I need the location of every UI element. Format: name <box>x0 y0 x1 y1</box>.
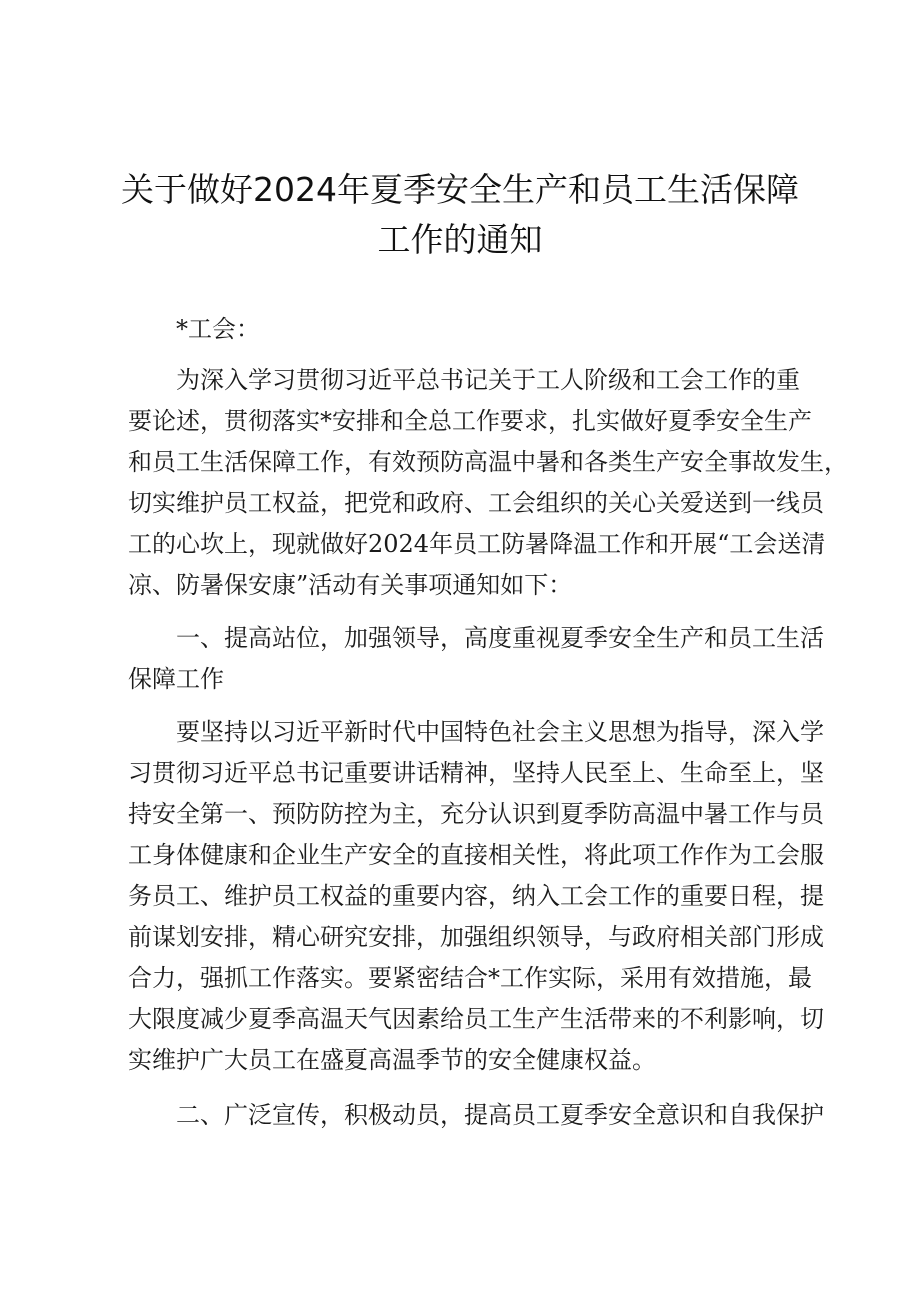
paragraph-1-line-6: 凉、防暑保安康”活动有关事项通知如下： <box>128 571 573 599</box>
section-2-heading-line-1: 二、广泛宣传，积极动员，提高员工夏季安全意识和自我保护 <box>176 1101 824 1129</box>
paragraph-2-line-6: 前谋划安排，精心研究安排，加强组织领导，与政府相关部门形成 <box>128 923 824 951</box>
paragraph-2-line-7: 合力，强抓工作落实。要紧密结合*工作实际，采用有效措施，最 <box>128 964 812 992</box>
paragraph-2-line-3: 持安全第一、预防防控为主，充分认识到夏季防高温中暑工作与员 <box>128 800 824 828</box>
paragraph-1-line-3: 和员工生活保障工作，有效预防高温中暑和各类生产安全事故发生， <box>128 448 848 476</box>
paragraph-1-line-2: 要论述，贯彻落实*安排和全总工作要求，扎实做好夏季安全生产 <box>128 407 812 435</box>
paragraph-2-line-1: 要坚持以习近平新时代中国特色社会主义思想为指导，深入学 <box>176 718 824 746</box>
paragraph-2-line-4: 工身体健康和企业生产安全的直接相关性，将此项工作作为工会服 <box>128 841 824 869</box>
paragraph-2-line-8: 大限度减少夏季高温天气因素给员工生产生活带来的不利影响，切 <box>128 1005 824 1033</box>
paragraph-1-line-1: 为深入学习贯彻习近平总书记关于工人阶级和工会工作的重 <box>176 366 800 394</box>
document-title-line-2: 工作的通知 <box>377 220 543 259</box>
section-1-heading-line-1: 一、提高站位，加强领导，高度重视夏季安全生产和员工生活 <box>176 624 824 652</box>
paragraph-1-line-4: 切实维护员工权益，把党和政府、工会组织的关心关爱送到一线员 <box>128 489 824 517</box>
paragraph-2-line-5: 务员工、维护员工权益的重要内容，纳入工会工作的重要日程，提 <box>128 882 824 910</box>
section-1-heading-line-2: 保障工作 <box>128 665 224 693</box>
document-title-line-1: 关于做好2024年夏季安全生产和员工生活保障 <box>121 170 799 209</box>
paragraph-1-line-5: 工的心坎上，现就做好2024年员工防暑降温工作和开展“工会送清 <box>128 530 826 558</box>
paragraph-2-line-9: 实维护广大员工在盛夏高温季节的安全健康权益。 <box>128 1046 656 1074</box>
paragraph-2-line-2: 习贯彻习近平总书记重要讲话精神，坚持人民至上、生命至上，坚 <box>128 759 824 787</box>
salutation: *工会： <box>176 315 260 343</box>
